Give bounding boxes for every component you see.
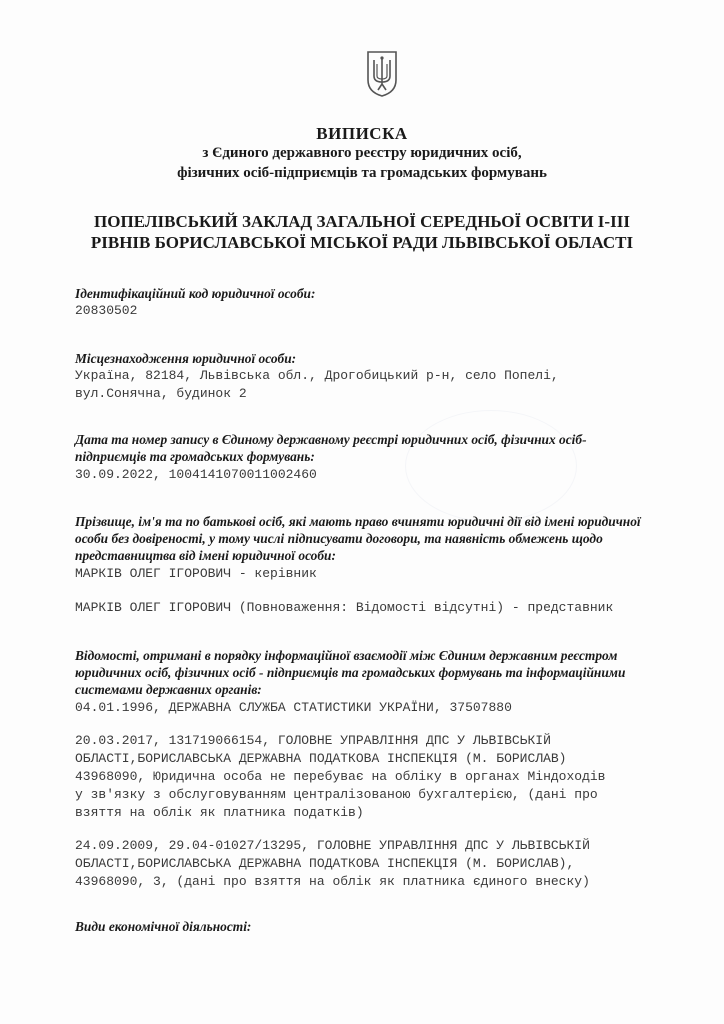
organization-name-line-1: ПОПЕЛІВСЬКИЙ ЗАКЛАД ЗАГАЛЬНОЇ СЕРЕДНЬОЇ ОСВІТИ І-ІІІ bbox=[94, 212, 630, 231]
id-code-label: Ідентифікаційний код юридичної особи: bbox=[75, 286, 316, 301]
record-label-line-1: Дата та номер запису в Єдиному державному реєстрі юридичних осіб, фізичних осіб- bbox=[75, 432, 587, 447]
interaction-entry-2-line-4: у зв'язку з обслуговуванням централізованою бухгалтерією, (дані про bbox=[75, 787, 598, 802]
interaction-entry-3-line-2: ОБЛАСТІ,БОРИСЛАВСЬКА ДЕРЖАВНА ПОДАТКОВА ІНСПЕКЦІЯ (М. БОРИСЛАВ), bbox=[75, 856, 575, 871]
activities-label: Види економічної діяльності: bbox=[75, 919, 252, 934]
document-subtitle-line-2: фізичних осіб-підприємців та громадських формувань bbox=[177, 165, 547, 181]
representative-person: МАРКІВ ОЛЕГ ІГОРОВИЧ (Повноваження: Відомості відсутні) - представник bbox=[75, 600, 614, 615]
interaction-entry-2-line-3: 43968090, Юридична особа не перебуває на обліку в органах Міндоходів bbox=[75, 769, 606, 784]
persons-label-line-2: особи без довіреності, у тому числі підписувати договори, та наявність обмежень щодо bbox=[75, 531, 603, 546]
id-code-value: 20830502 bbox=[75, 303, 138, 318]
interaction-entry-2-line-5: взяття на облік як платника податків) bbox=[75, 805, 364, 820]
organization-name-line-2: РІВНІВ БОРИСЛАВСЬКОЇ МІСЬКОЇ РАДИ ЛЬВІВСЬКОЇ ОБЛАСТІ bbox=[90, 233, 634, 252]
document-subtitle-line-1: з Єдиного державного реєстру юридичних осіб, bbox=[202, 145, 522, 161]
document-title: ВИПИСКА bbox=[316, 124, 408, 143]
interaction-entry-1: 04.01.1996, ДЕРЖАВНА СЛУЖБА СТАТИСТИКИ УКРАЇНИ, 37507880 bbox=[75, 700, 512, 715]
interaction-label-line-3: системами державних органів: bbox=[75, 682, 262, 697]
record-value: 30.09.2022, 1004141070011002460 bbox=[75, 467, 317, 482]
interaction-entry-3-line-1: 24.09.2009, 29.04-01027/13295, ГОЛОВНЕ УПРАВЛІННЯ ДПС У ЛЬВІВСЬКІЙ bbox=[75, 838, 590, 853]
interaction-entry-2-line-1: 20.03.2017, 131719066154, ГОЛОВНЕ УПРАВЛІННЯ ДПС У ЛЬВІВСЬКІЙ bbox=[75, 733, 551, 748]
record-label-line-2: підприємців та громадських формувань: bbox=[75, 449, 315, 464]
interaction-entry-3-line-3: 43968090, 3, (дані про взяття на облік як платника єдиного внеску) bbox=[75, 874, 590, 889]
location-value-line-1: Україна, 82184, Львівська обл., Дрогобицький р-н, село Попелі, bbox=[75, 368, 559, 383]
persons-label-line-3: представництва від імені юридичної особи: bbox=[75, 548, 336, 563]
interaction-entry-2-line-2: ОБЛАСТІ,БОРИСЛАВСЬКА ДЕРЖАВНА ПОДАТКОВА ІНСПЕКЦІЯ (М. БОРИСЛАВ) bbox=[75, 751, 567, 766]
interaction-label-line-1: Відомості, отримані в порядку інформаційної взаємодії між Єдиним державним реєстром bbox=[75, 648, 618, 663]
head-person: МАРКІВ ОЛЕГ ІГОРОВИЧ - керівник bbox=[75, 566, 317, 581]
persons-label-line-1: Прізвище, ім'я та по батькові осіб, які мають право вчиняти юридичні дії від імені юридичної bbox=[75, 514, 641, 529]
location-label: Місцезнаходження юридичної особи: bbox=[75, 351, 297, 366]
trident-coat-of-arms-icon bbox=[366, 50, 398, 98]
location-value-line-2: вул.Сонячна, будинок 2 bbox=[75, 386, 247, 401]
interaction-label-line-2: юридичних осіб, фізичних осіб - підприємців та громадських формувань та інформаційними bbox=[75, 665, 626, 680]
